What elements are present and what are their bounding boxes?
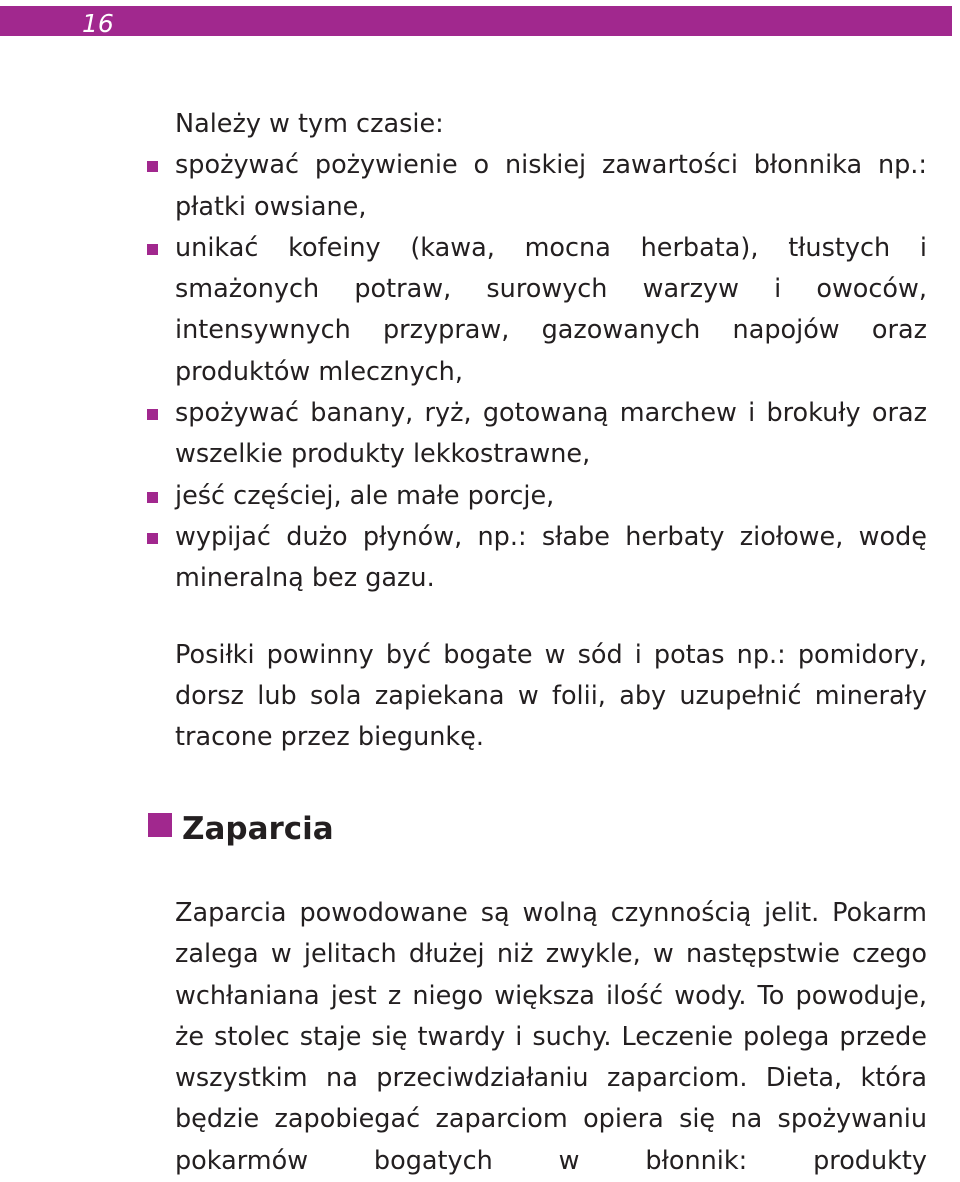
list-item-text: spożywać pożywienie o niskiej zawartości błonnika np.: płatki owsiane, [175,150,927,222]
paragraph-minerals: Posiłki powinny być bogate w sód i potas np.: pomidory, dorsz lub sola zapiekana w folii, aby uzupełnić minerały tracone przez biegunkę. [175,639,927,753]
list-item-text: unikać kofeiny (kawa, mocna herbata), tłustych i smażonych potraw, surowych warzyw i owoców, intensywnych przypraw, gazowanych napojów oraz produktów mlecznych, [175,232,927,387]
section-body-text: Zaparcia powodowane są wolną czynnością jelit. Pokarm zalega w jelitach dłużej niż zwykle, w następstwie czego wchłaniana jest z niego większa ilość wody. To powoduje, że stolec staje się twardy i suchy. Leczenie polega przede wszystkim na przeciwdziałaniu zaparciom. Dieta, która będzie zapobiegać zaparciom opiera się na spożywaniu pokarmów bogatych w błonnik: produkty [175,898,927,1176]
section-heading: Zaparcia [182,811,334,847]
header-bar [0,6,952,36]
list-item [175,228,927,393]
square-heading-icon [148,813,172,837]
list-item [175,476,927,517]
square-bullet-icon [147,533,158,544]
list-item [175,145,927,228]
page-number: 16 [82,9,114,38]
list-item-text: jeść częściej, ale małe porcje, [175,480,555,511]
list-item-text: spożywać banany, ryż, gotowaną marchew i brokuły oraz wszelkie produkty lekkostrawne, [175,398,927,470]
list-item [175,517,927,600]
square-bullet-icon [147,409,158,420]
list-item [175,393,927,476]
square-bullet-icon [147,492,158,503]
intro-text: Należy w tym czasie: [175,109,444,139]
section-heading-row [148,807,334,851]
main-content [175,104,927,758]
square-bullet-icon [147,244,158,255]
list-item-text: wypijać dużo płynów, np.: słabe herbaty ziołowe, wodę mineralną bez gazu. [175,521,927,594]
square-bullet-icon [147,161,158,172]
bullet-list [175,145,927,599]
